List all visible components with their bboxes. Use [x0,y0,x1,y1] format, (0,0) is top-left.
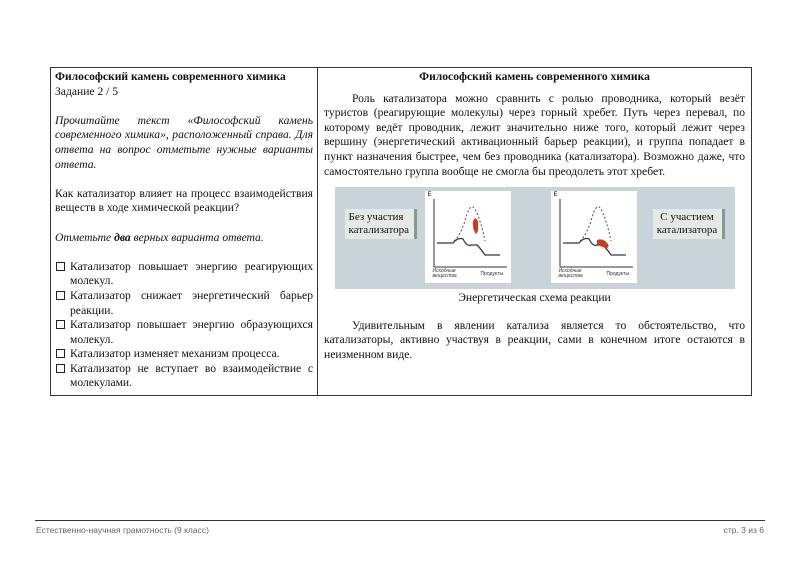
paragraph-2: Удивительным в явлении катализа является то обстоятельство, что катализаторы, активно участвуя в реакции, сами в конечном итоге остаются в неизменном виде. [324,318,745,361]
footer-divider [35,520,765,521]
instruction: Прочитайте текст «Философский камень современного химика», расположенный справа. Для ответа на вопрос отметьте нужные варианты ответа. [55,113,313,171]
question: Как катализатор влияет на процесс взаимодействия веществ в ходе химической реакции? [55,186,313,215]
footer-course: Естественно-научная грамотность (9 класс) [36,525,209,535]
option-5[interactable]: Катализатор не вступает во взаимодействие с молекулами. [55,362,313,391]
task-title: Философский камень современного химика [55,70,286,83]
hint: Отметьте два верных варианта ответа. [55,230,264,244]
question-column [51,68,318,395]
label-without-catalyst: Без участия катализатора [345,209,417,239]
option-3[interactable]: Катализатор повышает энергию образующихся молекул. [55,318,313,347]
checkbox[interactable] [56,320,65,329]
task-table [50,67,752,396]
footer-page-number: стр. 3 из 6 [723,525,764,535]
axis-start-label: Исходные вещества [558,268,583,280]
text-column [318,68,751,395]
axis-e-label: E [427,192,432,199]
axis-end-label: Продукты [606,271,630,278]
text-title: Философский камень современного химика [419,70,650,83]
option-2[interactable]: Катализатор снижает энергетический барьер реакции. [55,289,313,318]
option-4[interactable]: Катализатор изменяет механизм процесса. [55,347,313,362]
checkbox[interactable] [56,262,65,271]
option-1[interactable]: Катализатор повышает энергию реагирующих молекул. [55,260,313,289]
checkbox[interactable] [56,291,65,300]
energy-chart-without [425,191,511,283]
axis-end-label: Продукты [480,271,504,278]
checkbox[interactable] [56,349,65,358]
axis-start-label: Исходные вещества [432,268,457,280]
reaction-figure [335,187,735,289]
label-with-catalyst: С участием катализатора [653,209,725,239]
energy-chart-with [551,191,637,283]
checkbox[interactable] [56,364,65,373]
paragraph-1: Роль катализатора можно сравнить с ролью проводника, который везёт туристов (реагирующие молекулы) через горный хребет. Путь через перевал, по которому ведёт проводник, лежит значительно ниже того, который лежит через вершину (энергетический активационный барьер реакции), и группа попадает в пункт назначения быстрее, чем без проводника (катализатора). Возможно даже, что самостоятельно группа вообще не смогла бы преодолеть этот хребет. [324,91,745,178]
task-number: Задание 2 / 5 [55,84,119,98]
figure-caption: Энергетическая схема реакции [458,291,611,305]
axis-e-label: E [553,192,558,199]
